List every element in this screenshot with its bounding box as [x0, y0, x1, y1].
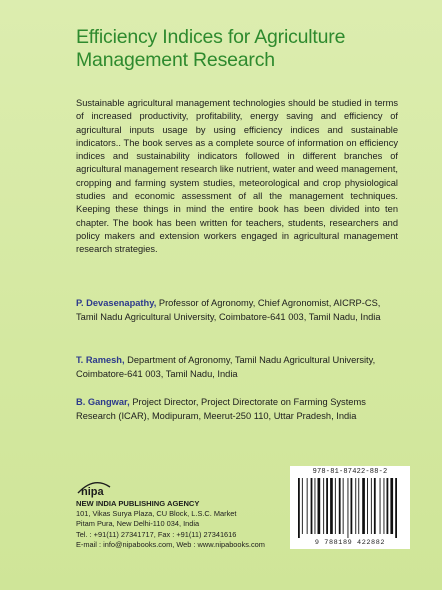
barcode-digits: 9 788189 422882: [314, 539, 386, 547]
publisher-address-line-1: 101, Vikas Surya Plaza, CU Block, L.S.C. Market: [76, 509, 237, 519]
book-description: Sustainable agricultural management technologies should be studied in terms of increased productivity, profitability, energy saving and efficiency of agricultural inputs usage by using efficiency indices and sustainable indicators.. The book serves as a complete source of information on efficiency indices and sustainability indicators followed in different branches of agricultural management research like nutrient, water and weed management, cropping and farming system studies, meteorological and crop physiological studies and economic assessment of all the management techniques. Keeping these things in mind the entire book has been divided into ten chapter. The book has been written for teachers, students, researchers and policy makers and extension workers engaged in agricultural management research strategies.: [76, 98, 398, 255]
book-title-line-1: Efficiency Indices for Agriculture: [76, 26, 346, 48]
author-name: T. Ramesh,: [76, 355, 125, 365]
publisher-logo: [76, 478, 112, 498]
svg-text:nipa: nipa: [81, 486, 104, 498]
publisher-info: [76, 499, 306, 550]
isbn-number: 978-81-87422-88-2: [312, 468, 388, 476]
author-details: Professor of Agronomy, Chief Agronomist, AICRP-CS, Tamil Nadu Agricultural University, Coimbatore-641 003, Tamil Nadu, India: [76, 298, 381, 322]
author-entry: [76, 354, 398, 381]
publisher-contact: E-mail : info@nipabooks.com, Web : www.nipabooks.com: [76, 539, 265, 549]
publisher-name: NEW INDIA PUBLISHING AGENCY: [76, 499, 200, 508]
author-entry: [76, 396, 398, 423]
author-details: Department of Agronomy, Tamil Nadu Agricultural University, Coimbatore-641 003, Tamil Nadu, India: [76, 355, 376, 379]
barcode-bars: [296, 478, 404, 538]
isbn-barcode: [290, 466, 410, 549]
author-name: B. Gangwar,: [76, 397, 130, 407]
author-name: P. Devasenapathy,: [76, 298, 157, 308]
publisher-address-line-2: Pitam Pura, New Delhi-110 034, India: [76, 519, 200, 529]
publisher-phone: Tel. : +91(11) 27341717, Fax : +91(11) 27341616: [76, 529, 237, 539]
book-title: [76, 26, 416, 72]
author-details: Project Director, Project Directorate on Farming Systems Research (ICAR), Modipuram, Meerut-250 110, Uttar Pradesh, India: [76, 397, 366, 421]
author-entry: [76, 297, 398, 324]
book-title-line-2: Management Research: [76, 49, 275, 71]
